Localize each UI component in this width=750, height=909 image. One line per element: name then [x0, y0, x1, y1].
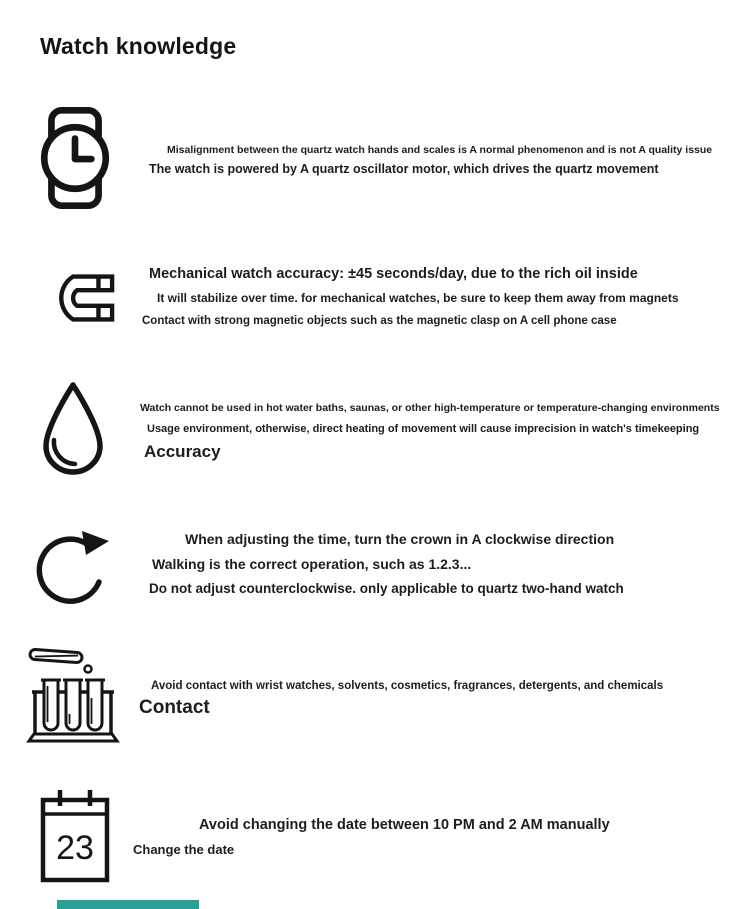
- test-tubes-icon: [26, 642, 120, 746]
- usage-environment-text: Usage environment, otherwise, direct heating of movement will cause imprecision in watch's timekeeping: [147, 423, 700, 435]
- magnet-warning-text: It will stabilize over time. for mechanical watches, be sure to keep them away from magnets: [157, 291, 679, 305]
- hot-water-warning: Watch cannot be used in hot water baths, saunas, or other high-temperature or temperature-changing environments: [140, 402, 720, 414]
- chemical-contact-warning: Avoid contact with wrist watches, solvents, cosmetics, fragrances, detergents, and chemicals: [151, 680, 664, 692]
- mechanical-accuracy-headline: Mechanical watch accuracy: ±45 seconds/day, due to the rich oil inside: [149, 266, 638, 282]
- contact-heading: Contact: [139, 697, 210, 718]
- counterclockwise-warning: Do not adjust counterclockwise. only applicable to quartz two-hand watch: [149, 581, 624, 596]
- quartz-misalignment-note: Misalignment between the quartz watch hands and scales is A normal phenomenon and is not A quality issue: [167, 144, 713, 156]
- water-drop-icon: [34, 380, 112, 482]
- walking-operation-text: Walking is the correct operation, such as 1.2.3...: [152, 556, 472, 572]
- wristwatch-icon: [34, 106, 116, 210]
- quartz-movement-text: The watch is powered by A quartz oscillator motor, which drives the quartz movement: [149, 162, 659, 176]
- accent-bar: [57, 900, 199, 909]
- date-change-warning: Avoid changing the date between 10 PM and 2 AM manually: [199, 817, 610, 833]
- change-date-heading: Change the date: [133, 842, 235, 857]
- magnetic-clasp-note: Contact with strong magnetic objects such as the magnetic clasp on A cell phone case: [142, 315, 617, 327]
- magnet-icon: [38, 262, 116, 334]
- page-title: Watch knowledge: [40, 33, 237, 59]
- calendar-day-number: 23: [56, 829, 94, 867]
- accuracy-heading: Accuracy: [144, 442, 221, 461]
- clockwise-instruction: When adjusting the time, turn the crown in A clockwise direction: [185, 531, 615, 547]
- calendar-icon: [38, 786, 112, 886]
- clockwise-arrow-icon: [32, 518, 114, 612]
